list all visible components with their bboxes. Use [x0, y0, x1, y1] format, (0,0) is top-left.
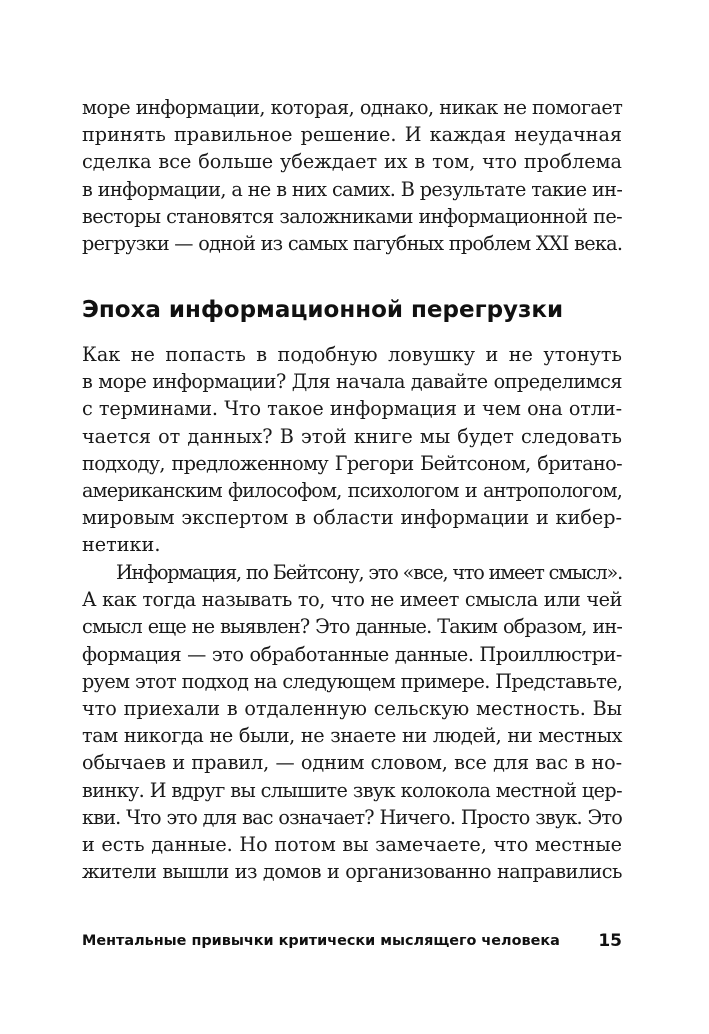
- text-line: море информации, которая, однако, никак не помогает: [82, 96, 623, 119]
- text-line: смысл еще не выявлен? Это данные. Таким образом, ин-: [82, 615, 622, 639]
- text-line: винку. И вдруг вы слышите звук колокола местной цер-: [82, 778, 622, 802]
- text-line: обычаев и правил, — одним словом, все для вас в но-: [82, 751, 622, 775]
- text-line: там никогда не были, не знаете ни людей, ни местных: [82, 724, 622, 748]
- text-line: американским философом, психологом и антропологом,: [82, 478, 622, 502]
- text-line: формация — это обработанные данные. Проиллюстри-: [82, 642, 622, 666]
- text-line: кви. Что это для вас означает? Ничего. Просто звук. Это: [82, 805, 622, 829]
- text-line: подходу, предложенному Грегори Бейтсоном, британо-: [82, 451, 622, 475]
- text-line: в информации, а не в них самих. В результате такие ин-: [82, 177, 623, 201]
- paragraph-bateson-example: [82, 559, 622, 885]
- text-line: Информация, по Бейтсону, это «все, что имеет смысл».: [116, 561, 622, 584]
- text-line: чается от данных? В этой книге мы будет следовать: [82, 424, 622, 448]
- text-line: сделка все больше убеждает их в том, что проблема: [82, 150, 622, 174]
- text-line: с терминами. Что такое информация и чем она отли-: [82, 397, 622, 421]
- text-line: нетики.: [82, 533, 161, 557]
- text-line: Как не попасть в подобную ловушку и не утонуть: [82, 343, 622, 366]
- running-title: Ментальные привычки критически мыслящего человека: [82, 933, 560, 949]
- paragraph-definitions: [82, 341, 622, 559]
- page-footer: [82, 928, 622, 954]
- text-line: в море информации? Для начала давайте определимся: [82, 370, 622, 394]
- text-line: регрузки — одной из самых пагубных проблем XXI века.: [82, 231, 623, 255]
- text-line: и есть данные. Но потом вы замечаете, что местные: [82, 832, 622, 856]
- text-line: мировым экспертом в области информации и кибер-: [82, 506, 622, 530]
- page-number: 15: [598, 931, 622, 951]
- paragraph-continuation: [82, 94, 622, 257]
- section-heading: Эпоха информационной перегрузки: [82, 297, 564, 323]
- text-line: А как тогда называть то, что не имеет смысла или чей: [82, 588, 622, 612]
- text-line: принять правильное решение. И каждая неудачная: [82, 123, 622, 147]
- text-line: руем этот подход на следующем примере. Представьте,: [82, 669, 623, 693]
- text-line: весторы становятся заложниками информационной пе-: [82, 204, 622, 228]
- text-line: что приехали в отдаленную сельскую местность. Вы: [82, 696, 622, 720]
- text-line: жители вышли из домов и организованно направились: [82, 860, 622, 884]
